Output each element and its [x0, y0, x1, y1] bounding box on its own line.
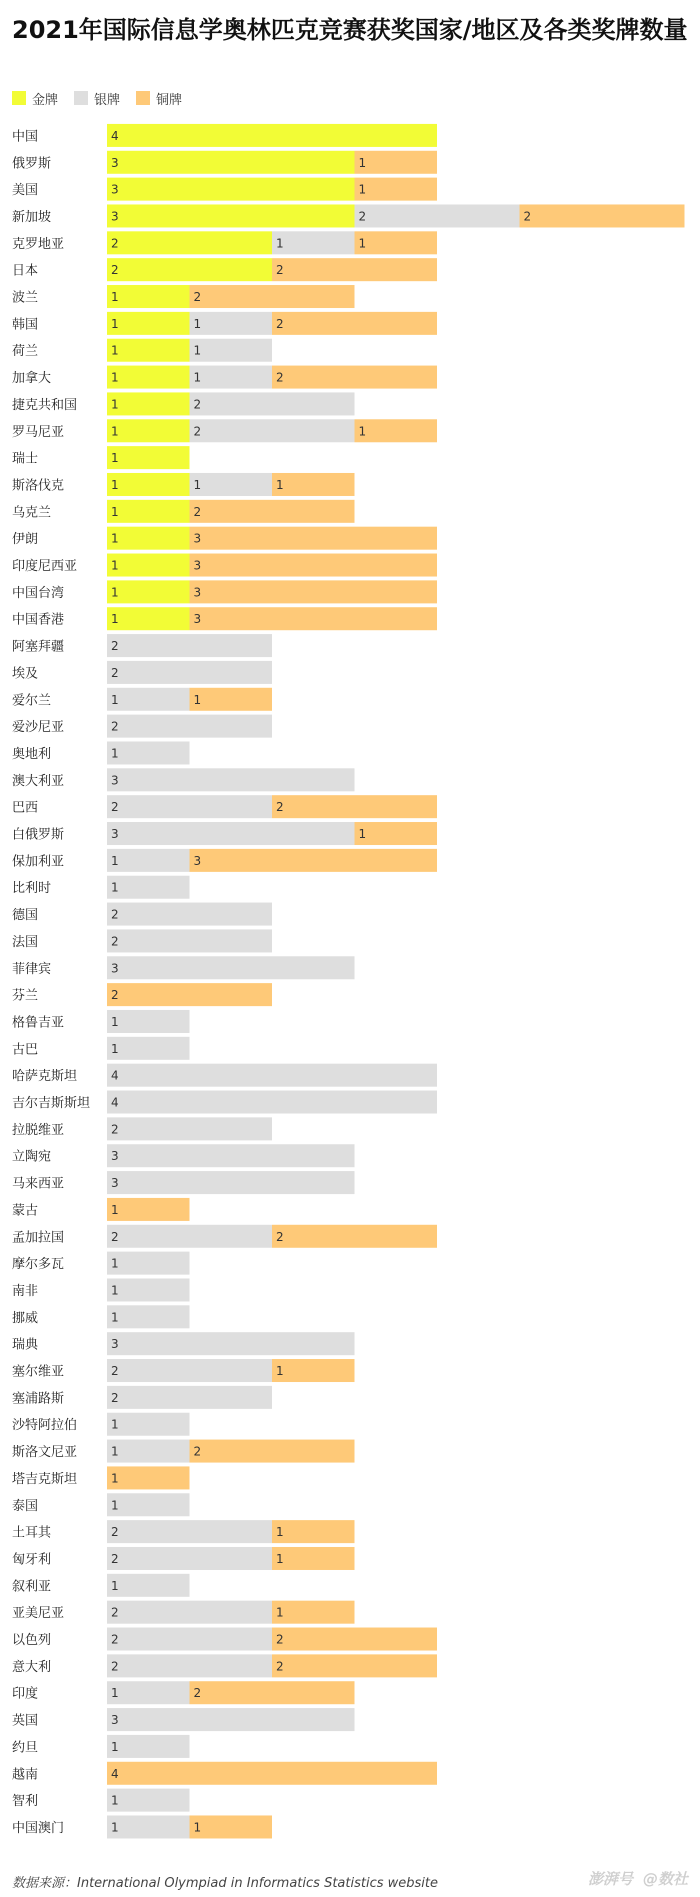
bar-value-label: 2: [111, 1122, 119, 1137]
bar-value-label: 2: [111, 639, 119, 654]
bar-value-label: 3: [111, 155, 119, 170]
bar-gold: [107, 500, 190, 523]
row-label: 土耳其: [12, 1525, 52, 1541]
row-label: 荷兰: [12, 344, 39, 360]
bar-silver: [107, 1332, 355, 1355]
bar-gold: [107, 419, 190, 442]
bar-value-label: 3: [193, 612, 202, 627]
bar-value-label: 3: [111, 209, 119, 224]
bar-value-label: 2: [193, 424, 202, 439]
bar-bronze: [272, 1520, 355, 1543]
row-label: 塞浦路斯: [12, 1391, 65, 1407]
bar-bronze: [190, 1815, 273, 1838]
row-label: 埃及: [12, 666, 39, 682]
bar-silver: [107, 768, 355, 791]
bar-gold: [107, 178, 355, 201]
bar-value-label: 1: [111, 1014, 119, 1029]
bar-silver: [107, 1064, 437, 1087]
bar-value-label: 1: [193, 692, 202, 707]
row-label: 吉尔吉斯斯坦: [12, 1096, 91, 1112]
row-label: 南非: [12, 1283, 39, 1299]
bar-silver: [107, 1278, 190, 1301]
bar-silver: [107, 822, 355, 845]
bar-bronze: [190, 688, 273, 711]
bar-value-label: 2: [111, 719, 119, 734]
bar-value-label: 2: [111, 1229, 119, 1244]
bar-gold: [107, 607, 190, 630]
bar-value-label: 1: [111, 558, 119, 573]
bar-value-label: 2: [276, 1659, 284, 1674]
bar-value-label: 2: [111, 988, 119, 1003]
bar-value-label: 4: [111, 1068, 119, 1083]
row-label: 阿塞拜疆: [12, 639, 65, 655]
bar-value-label: 1: [111, 1820, 119, 1835]
bar-silver: [190, 473, 273, 496]
bar-value-label: 1: [193, 477, 202, 492]
bar-silver: [107, 1574, 190, 1597]
bar-silver: [190, 339, 273, 362]
row-label: 韩国: [12, 317, 39, 333]
bar-silver: [107, 1547, 272, 1570]
row-label: 保加利亚: [12, 854, 65, 870]
bar-silver: [107, 1413, 190, 1436]
bar-value-label: 2: [111, 934, 119, 949]
bar-gold: [107, 366, 190, 389]
bar-value-label: 2: [193, 290, 202, 305]
legend-label-bronze: 铜牌: [156, 92, 183, 108]
row-label: 中国: [12, 129, 39, 145]
row-label: 爱沙尼亚: [12, 720, 65, 736]
bar-value-label: 2: [111, 907, 119, 922]
bar-value-label: 1: [111, 612, 119, 627]
row-label: 德国: [12, 908, 39, 924]
bar-value-label: 1: [111, 477, 119, 492]
row-label: 捷克共和国: [12, 397, 78, 413]
bar-value-label: 1: [276, 477, 284, 492]
bar-value-label: 1: [111, 746, 119, 761]
bar-value-label: 2: [111, 800, 119, 815]
bar-value-label: 3: [111, 1149, 119, 1164]
bar-value-label: 1: [111, 370, 119, 385]
bar-gold: [107, 124, 437, 147]
bar-silver: [107, 1681, 190, 1704]
row-label: 菲律宾: [12, 961, 52, 977]
bar-value-label: 2: [193, 504, 202, 519]
bar-silver: [107, 1708, 355, 1731]
bar-value-label: 1: [111, 853, 119, 868]
row-label: 乌克兰: [12, 505, 52, 521]
bar-value-label: 1: [111, 531, 119, 546]
row-label: 伊朗: [12, 532, 39, 548]
bar-gold: [107, 580, 190, 603]
bar-value-label: 3: [193, 531, 202, 546]
bar-value-label: 1: [276, 1551, 284, 1566]
bar-bronze: [272, 1628, 437, 1651]
bar-value-label: 1: [193, 370, 202, 385]
bar-bronze: [355, 178, 438, 201]
bar-silver: [107, 1359, 272, 1382]
bar-silver: [107, 634, 272, 657]
bar-bronze: [190, 500, 355, 523]
row-label: 越南: [12, 1767, 39, 1783]
bar-bronze: [107, 983, 272, 1006]
row-label: 法国: [12, 934, 39, 950]
row-label: 立陶宛: [12, 1149, 52, 1165]
bar-silver: [107, 1654, 272, 1677]
source-note: 数据来源：International Olympiad in Informatics Statistics website: [12, 1876, 438, 1891]
bar-bronze: [272, 1601, 355, 1624]
bar-silver: [107, 876, 190, 899]
row-label: 印度: [12, 1686, 39, 1702]
bar-value-label: 3: [193, 585, 202, 600]
row-label: 蒙古: [12, 1203, 39, 1219]
bar-value-label: 2: [276, 1632, 284, 1647]
bar-value-label: 1: [358, 155, 367, 170]
bar-value-label: 1: [111, 1471, 119, 1486]
row-label: 塞尔维亚: [12, 1364, 65, 1380]
bar-value-label: 1: [111, 1041, 119, 1056]
row-label: 瑞士: [12, 451, 39, 467]
bar-value-label: 2: [523, 209, 532, 224]
row-label: 摩尔多瓦: [12, 1257, 65, 1273]
bar-value-label: 3: [111, 773, 119, 788]
bar-value-label: 2: [111, 263, 119, 278]
bar-silver: [107, 1789, 190, 1812]
bar-silver: [107, 1305, 190, 1328]
row-label: 匈牙利: [12, 1552, 52, 1568]
row-label: 波兰: [12, 290, 39, 306]
bar-bronze: [190, 554, 438, 577]
bar-silver: [107, 741, 190, 764]
bar-value-label: 1: [111, 316, 119, 331]
row-label: 瑞典: [12, 1337, 39, 1353]
row-label: 英国: [12, 1713, 39, 1729]
bar-silver: [107, 1493, 190, 1516]
bar-value-label: 1: [111, 692, 119, 707]
row-label: 美国: [12, 183, 39, 199]
row-label: 巴西: [12, 800, 39, 816]
bar-value-label: 3: [193, 853, 202, 868]
bar-value-label: 2: [276, 1229, 284, 1244]
bar-value-label: 2: [193, 1444, 202, 1459]
bar-bronze: [272, 366, 437, 389]
bar-bronze: [107, 1466, 190, 1489]
bar-value-label: 1: [111, 343, 119, 358]
bar-value-label: 1: [358, 182, 367, 197]
bar-bronze: [190, 527, 438, 550]
bar-silver: [107, 688, 190, 711]
bar-silver: [190, 366, 273, 389]
bar-bronze: [355, 231, 438, 254]
bar-silver: [107, 1037, 190, 1060]
bar-silver: [107, 1010, 190, 1033]
bar-gold: [107, 554, 190, 577]
bar-bronze: [272, 1547, 355, 1570]
row-label: 斯洛伐克: [12, 478, 65, 494]
bar-value-label: 1: [111, 1739, 119, 1754]
row-label: 以色列: [12, 1633, 52, 1649]
bar-value-label: 4: [111, 1766, 119, 1781]
bar-bronze: [272, 473, 355, 496]
bar-bronze: [107, 1198, 190, 1221]
row-label: 孟加拉国: [12, 1230, 65, 1246]
bar-bronze: [520, 204, 685, 227]
bar-bronze: [190, 285, 355, 308]
bar-value-label: 2: [111, 1605, 119, 1620]
bar-value-label: 2: [111, 1551, 119, 1566]
bar-silver: [107, 956, 355, 979]
brand-handle: @数社: [642, 1870, 688, 1888]
bar-silver: [107, 1386, 272, 1409]
bar-value-label: 2: [193, 397, 202, 412]
bar-gold: [107, 312, 190, 335]
bar-value-label: 2: [276, 800, 284, 815]
bar-bronze: [190, 1440, 355, 1463]
bar-bronze: [355, 151, 438, 174]
bar-gold: [107, 285, 190, 308]
row-label: 哈萨克斯坦: [12, 1069, 78, 1085]
bar-silver: [107, 929, 272, 952]
bar-silver: [272, 231, 355, 254]
bar-value-label: 1: [276, 236, 284, 251]
bar-silver: [107, 1117, 272, 1140]
bar-value-label: 1: [111, 397, 119, 412]
bar-value-label: 1: [111, 1444, 119, 1459]
bar-value-label: 1: [111, 1310, 119, 1325]
bar-value-label: 2: [111, 665, 119, 680]
row-label: 拉脱维亚: [12, 1122, 65, 1138]
bar-silver: [107, 1225, 272, 1248]
bar-value-label: 1: [111, 1686, 119, 1701]
bar-silver: [355, 204, 520, 227]
bar-value-label: 1: [358, 236, 367, 251]
row-label: 塔吉克斯坦: [12, 1471, 78, 1487]
bar-bronze: [355, 822, 438, 845]
bar-value-label: 3: [111, 827, 119, 842]
bar-value-label: 1: [111, 1283, 119, 1298]
bar-bronze: [272, 1225, 437, 1248]
bar-value-label: 1: [111, 1256, 119, 1271]
bar-gold: [107, 527, 190, 550]
row-label: 泰国: [12, 1498, 39, 1514]
bar-value-label: 1: [111, 290, 119, 305]
row-label: 斯洛文尼亚: [12, 1445, 78, 1461]
bar-value-label: 3: [111, 1176, 119, 1191]
row-label: 印度尼西亚: [12, 559, 78, 575]
bar-value-label: 1: [358, 827, 367, 842]
row-label: 罗马尼亚: [12, 424, 65, 440]
bar-value-label: 1: [358, 424, 367, 439]
bar-gold: [107, 204, 355, 227]
bar-value-label: 3: [193, 558, 202, 573]
bar-value-label: 1: [111, 880, 119, 895]
bar-silver: [107, 1440, 190, 1463]
bar-bronze: [272, 258, 437, 281]
bar-silver: [107, 715, 272, 738]
bar-bronze: [272, 1654, 437, 1677]
row-label: 比利时: [12, 881, 52, 897]
chart-title: 2021年国际信息学奥林匹克竞赛获奖国家/地区及各类奖牌数量: [12, 16, 688, 44]
bar-value-label: 2: [358, 209, 367, 224]
bar-gold: [107, 151, 355, 174]
bar-value-label: 2: [276, 316, 284, 331]
row-label: 澳大利亚: [12, 773, 65, 789]
bar-bronze: [190, 607, 438, 630]
bar-silver: [107, 849, 190, 872]
bar-silver: [107, 1628, 272, 1651]
bar-bronze: [272, 1359, 355, 1382]
bar-silver: [190, 419, 355, 442]
bar-bronze: [190, 849, 438, 872]
row-label: 智利: [12, 1794, 39, 1810]
bar-gold: [107, 258, 272, 281]
bar-gold: [107, 473, 190, 496]
bar-value-label: 1: [193, 316, 202, 331]
row-label: 日本: [12, 263, 39, 279]
bar-value-label: 1: [111, 1578, 119, 1593]
bar-value-label: 1: [111, 1417, 119, 1432]
bar-value-label: 1: [111, 1498, 119, 1513]
bar-silver: [107, 1601, 272, 1624]
bar-value-label: 1: [111, 585, 119, 600]
bar-value-label: 1: [193, 343, 202, 358]
bar-gold: [107, 392, 190, 415]
bar-silver: [107, 1144, 355, 1167]
row-label: 新加坡: [12, 209, 52, 225]
bar-silver: [107, 1252, 190, 1275]
bar-value-label: 4: [111, 1095, 119, 1110]
bar-silver: [107, 795, 272, 818]
brand-name: 澎湃号: [587, 1870, 633, 1888]
bar-value-label: 2: [111, 1632, 119, 1647]
brand-watermark: [578, 1868, 688, 1889]
bar-silver: [107, 1735, 190, 1758]
bar-value-label: 2: [111, 236, 119, 251]
legend-label-silver: 银牌: [94, 92, 121, 108]
bar-gold: [107, 446, 190, 469]
row-label: 亚美尼亚: [12, 1606, 65, 1622]
bar-silver: [190, 392, 355, 415]
bar-bronze: [355, 419, 438, 442]
bar-bronze: [107, 1762, 437, 1785]
bar-value-label: 4: [111, 128, 119, 143]
bar-silver: [107, 1091, 437, 1114]
row-label: 中国香港: [12, 612, 65, 628]
row-label: 约旦: [12, 1740, 39, 1756]
row-label: 沙特阿拉伯: [12, 1418, 78, 1434]
bar-bronze: [190, 1681, 355, 1704]
row-label: 白俄罗斯: [12, 827, 65, 843]
bar-value-label: 1: [276, 1364, 284, 1379]
bar-value-label: 2: [276, 370, 284, 385]
row-label: 加拿大: [12, 371, 52, 387]
bar-silver: [107, 1520, 272, 1543]
row-label: 俄罗斯: [12, 156, 52, 172]
row-label: 中国台湾: [12, 585, 65, 601]
row-label: 古巴: [12, 1042, 39, 1058]
bar-gold: [107, 231, 272, 254]
bar-value-label: 2: [111, 1659, 119, 1674]
row-label: 爱尔兰: [12, 693, 52, 709]
bar-value-label: 3: [111, 182, 119, 197]
bar-bronze: [190, 580, 438, 603]
row-label: 意大利: [12, 1659, 52, 1675]
row-label: 挪威: [12, 1310, 39, 1326]
bar-value-label: 3: [111, 1713, 119, 1728]
bar-value-label: 1: [111, 1793, 119, 1808]
row-label: 中国澳门: [12, 1820, 65, 1836]
row-label: 奥地利: [12, 746, 52, 762]
bar-gold: [107, 339, 190, 362]
bar-value-label: 1: [111, 504, 119, 519]
bar-value-label: 1: [193, 1820, 202, 1835]
bar-value-label: 2: [193, 1686, 202, 1701]
bar-value-label: 2: [111, 1390, 119, 1405]
row-label: 叙利亚: [12, 1579, 52, 1595]
bar-value-label: 2: [111, 1525, 119, 1540]
bar-value-label: 2: [111, 1364, 119, 1379]
legend-label-gold: 金牌: [32, 92, 59, 108]
bar-value-label: 3: [111, 1337, 119, 1352]
row-label: 克罗地亚: [12, 236, 65, 252]
bar-bronze: [272, 312, 437, 335]
bar-value-label: 1: [111, 424, 119, 439]
row-label: 芬兰: [12, 988, 39, 1004]
bar-value-label: 3: [111, 961, 119, 976]
bar-value-label: 1: [276, 1525, 284, 1540]
bar-silver: [107, 1815, 190, 1838]
bar-silver: [107, 1171, 355, 1194]
bar-bronze: [272, 795, 437, 818]
bar-value-label: 1: [111, 1202, 119, 1217]
row-label: 马来西亚: [12, 1176, 65, 1192]
bar-value-label: 2: [276, 263, 284, 278]
bar-silver: [190, 312, 273, 335]
bar-value-label: 1: [276, 1605, 284, 1620]
row-label: 格鲁吉亚: [12, 1015, 65, 1031]
bar-value-label: 1: [111, 451, 119, 466]
bar-silver: [107, 661, 272, 684]
bar-silver: [107, 903, 272, 926]
